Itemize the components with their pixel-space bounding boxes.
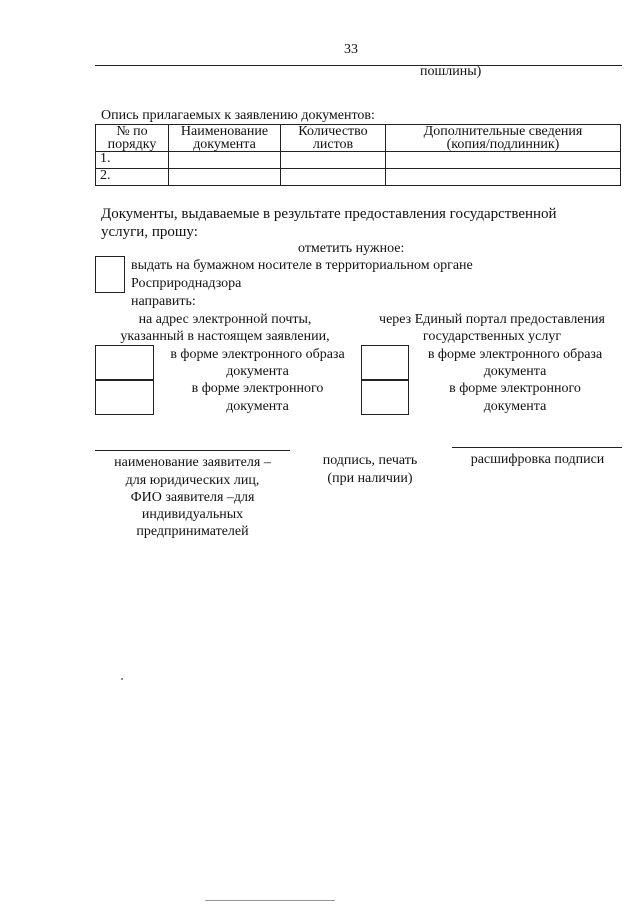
- email-opt1-line1: в форме электронного образа: [170, 347, 345, 362]
- cell-sheet-count[interactable]: [281, 152, 386, 169]
- applicant-label-line5: предпринимателей: [136, 524, 249, 539]
- row-number: 1.: [96, 152, 169, 169]
- email-opt2-line1: в форме электронного: [191, 381, 324, 396]
- portal-heading-line2: государственных услуг: [422, 329, 562, 344]
- applicant-label-line2: для юридических лиц,: [125, 473, 260, 488]
- inventory-table: [95, 124, 621, 186]
- applicant-label-line1: наименование заявителя –: [114, 455, 271, 470]
- mark-needed-label: отметить нужное:: [298, 241, 405, 256]
- header-extra-info: Дополнительные сведения (копия/подлинник): [386, 125, 621, 152]
- decode-signature-line[interactable]: [452, 447, 622, 448]
- applicant-signature-line[interactable]: [95, 450, 290, 451]
- email-heading-line2: указанный в настоящем заявлении,: [120, 329, 330, 344]
- page-number: 33: [344, 42, 358, 57]
- top-rule: [95, 65, 622, 66]
- portal-image-checkbox[interactable]: [361, 345, 409, 380]
- continued-text: пошлины): [420, 64, 482, 79]
- header-sheet-count: Количество листов: [281, 125, 386, 152]
- scan-dot: [121, 678, 123, 680]
- portal-opt1-line2: документа: [483, 364, 547, 379]
- portal-opt2-line1: в форме электронного: [449, 381, 581, 396]
- portal-opt2-line2: документа: [483, 399, 547, 414]
- email-image-checkbox[interactable]: [95, 345, 154, 380]
- cell-sheet-count[interactable]: [281, 169, 386, 186]
- cell-doc-name[interactable]: [169, 169, 281, 186]
- portal-opt1-line1: в форме электронного образа: [427, 347, 603, 362]
- issuance-text-line2: услуги, прошу:: [101, 224, 198, 240]
- header-doc-name: Наименование документа: [169, 125, 281, 152]
- scan-edge: [205, 900, 335, 901]
- email-electronic-checkbox[interactable]: [95, 380, 154, 415]
- email-heading-line1: на адрес электронной почты,: [138, 312, 312, 327]
- portal-heading-line1: через Единый портал предоставления: [379, 312, 605, 327]
- cell-doc-name[interactable]: [169, 152, 281, 169]
- applicant-label-line3: ФИО заявителя –для: [130, 490, 255, 505]
- sign-label-line2: (при наличии): [327, 471, 413, 486]
- decode-label: расшифровка подписи: [470, 452, 605, 467]
- paper-option-checkbox[interactable]: [95, 256, 125, 293]
- issuance-text-line1: Документы, выдаваемые в результате предоставления государственной: [101, 206, 557, 222]
- send-label: направить:: [131, 294, 196, 309]
- table-header-row: [96, 125, 621, 152]
- portal-electronic-checkbox[interactable]: [361, 380, 409, 415]
- cell-extra-info[interactable]: [386, 169, 621, 186]
- email-opt1-line2: документа: [226, 364, 289, 379]
- applicant-label-line4: индивидуальных: [141, 507, 244, 522]
- paper-option-line1: выдать на бумажном носителе в территориальном органе: [131, 258, 473, 273]
- cell-extra-info[interactable]: [386, 152, 621, 169]
- inventory-title: Опись прилагаемых к заявлению документов:: [101, 108, 375, 123]
- email-opt2-line2: документа: [226, 399, 289, 414]
- table-row: [96, 169, 621, 186]
- row-number: 2.: [96, 169, 169, 186]
- paper-option-line2: Росприроднадзора: [131, 276, 242, 291]
- table-row: [96, 152, 621, 169]
- header-number: № по порядку: [96, 125, 169, 152]
- sign-label-line1: подпись, печать: [322, 453, 418, 468]
